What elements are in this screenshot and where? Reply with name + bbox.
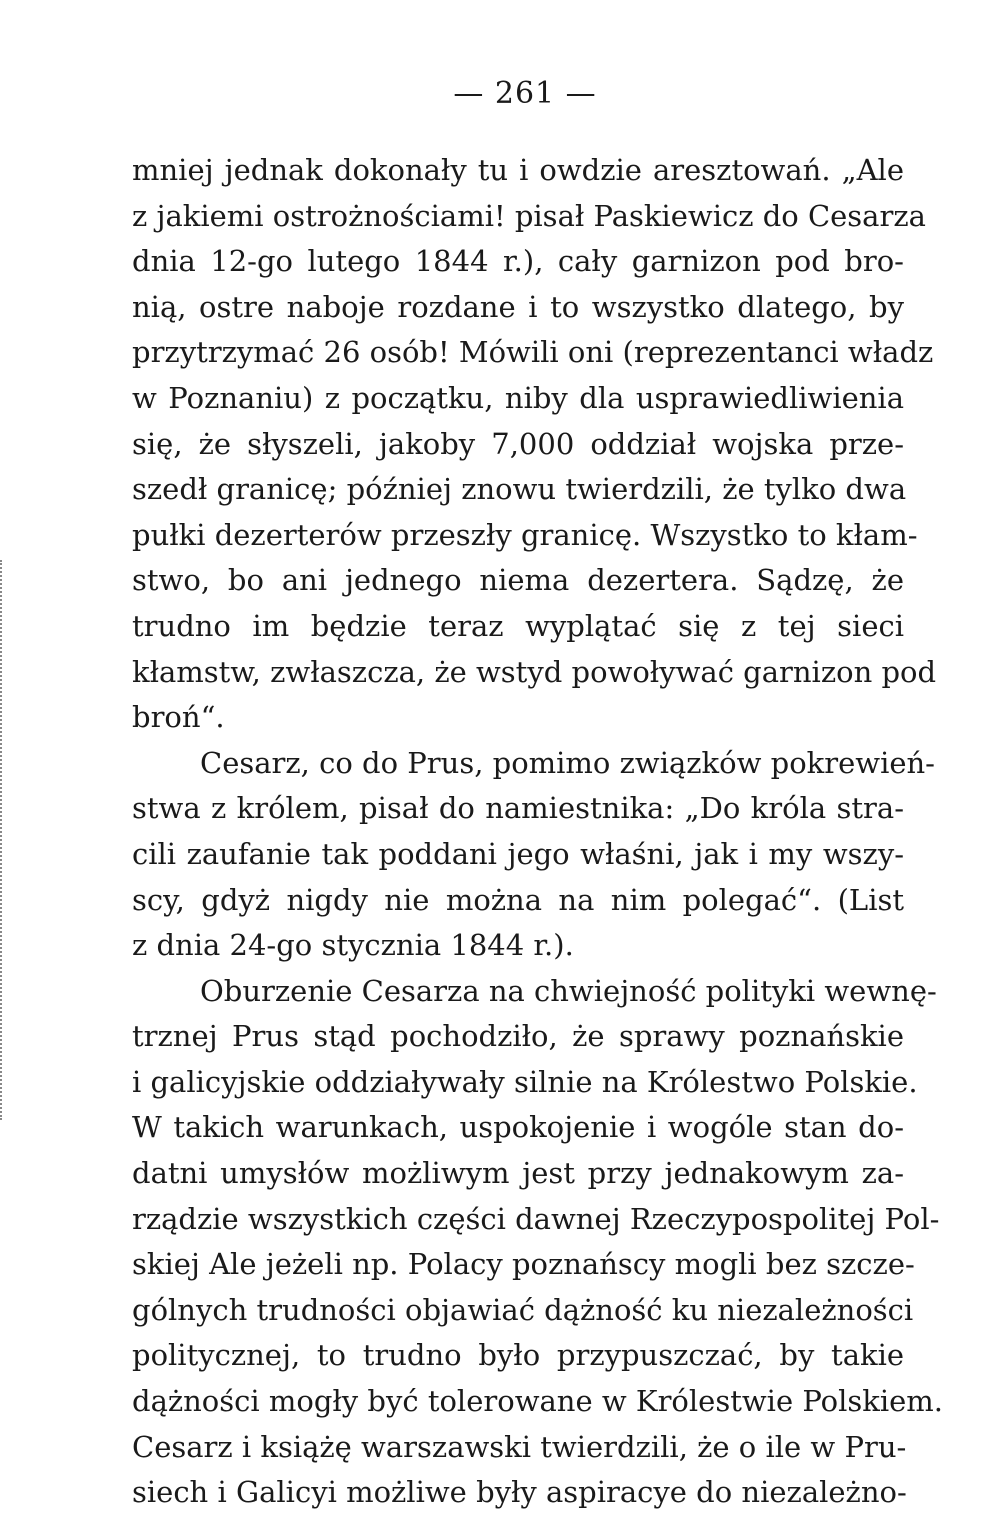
text-line: z jakiemi ostrożnościami! pisał Paskiewicz do Cesarza [132, 198, 926, 233]
text-line: pułki dezerterów przeszły granicę. Wszystko to kłam- [132, 517, 918, 552]
text-line: datni umysłów możliwym jest przy jednakowym za- [132, 1156, 904, 1191]
text-line: przytrzymać 26 osób! Mówili oni (reprezentanci władz [132, 335, 934, 370]
text-line: trudno im będzie teraz wyplątać się z tej sieci [132, 608, 904, 643]
text-line: broń“. [132, 700, 225, 735]
text-line: z dnia 24-go stycznia 1844 r.). [132, 928, 574, 963]
text-line: i galicyjskie oddziaływały silnie na Królestwo Polskie. [132, 1064, 918, 1099]
text-line: dążności mogły być tolerowane w Królestwie Polskiem. [132, 1384, 944, 1419]
text-line: szedł granicę; później znowu twierdzili, że tylko dwa [132, 472, 907, 507]
text-line: stwo, bo ani jednego niema dezertera. Sądzę, że [132, 563, 904, 598]
page-number: — 261 — [453, 76, 597, 111]
text-line: dnia 12-go lutego 1844 r.), cały garnizon pod bro- [132, 244, 904, 279]
paragraph-start-line: Cesarz, co do Prus, pomimo związków pokrewień- [200, 745, 935, 780]
text-line: Cesarz i książę warszawski twierdzili, że o ile w Pru- [132, 1429, 907, 1464]
binding-edge-marks [0, 560, 16, 1120]
text-line: gólnych trudności objawiać dążność ku niezależności [132, 1292, 914, 1327]
text-line: rządzie wszystkich części dawnej Rzeczypospolitej Pol- [132, 1201, 940, 1236]
text-line: mniej jednak dokonały tu i owdzie aresztowań. „Ale [132, 153, 904, 187]
text-line: w Poznaniu) z początku, niby dla usprawiedliwienia [132, 380, 904, 415]
text-line: cili zaufanie tak poddani jego właśni, jak i my wszy- [132, 836, 904, 871]
text-line: się, że słyszeli, jakoby 7,000 oddział wojska prze- [132, 426, 904, 461]
text-line: scy, gdyż nigdy nie można na nim polegać“. (List [132, 882, 904, 917]
text-line: skiej Ale jeżeli np. Polacy poznańscy mogli bez szcze- [132, 1247, 915, 1282]
text-line: nią, ostre naboje rozdane i to wszystko dlatego, by [132, 289, 904, 324]
body-text [132, 148, 944, 1516]
text-line: W takich warunkach, uspokojenie i wogóle stan do- [132, 1110, 904, 1145]
text-line: politycznej, to trudno było przypuszczać, by takie [132, 1338, 904, 1373]
paragraph-start-line: Oburzenie Cesarza na chwiejność polityki wewnę- [200, 973, 937, 1008]
text-line: siech i Galicyi możliwe były aspiracye do niezależno- [132, 1475, 907, 1510]
text-line: stwa z królem, pisał do namiestnika: „Do króla stra- [132, 791, 904, 826]
text-line: trznej Prus stąd pochodziło, że sprawy poznańskie [132, 1019, 904, 1054]
text-line: kłamstw, zwłaszcza, że wstyd powoływać garnizon pod [132, 654, 937, 689]
